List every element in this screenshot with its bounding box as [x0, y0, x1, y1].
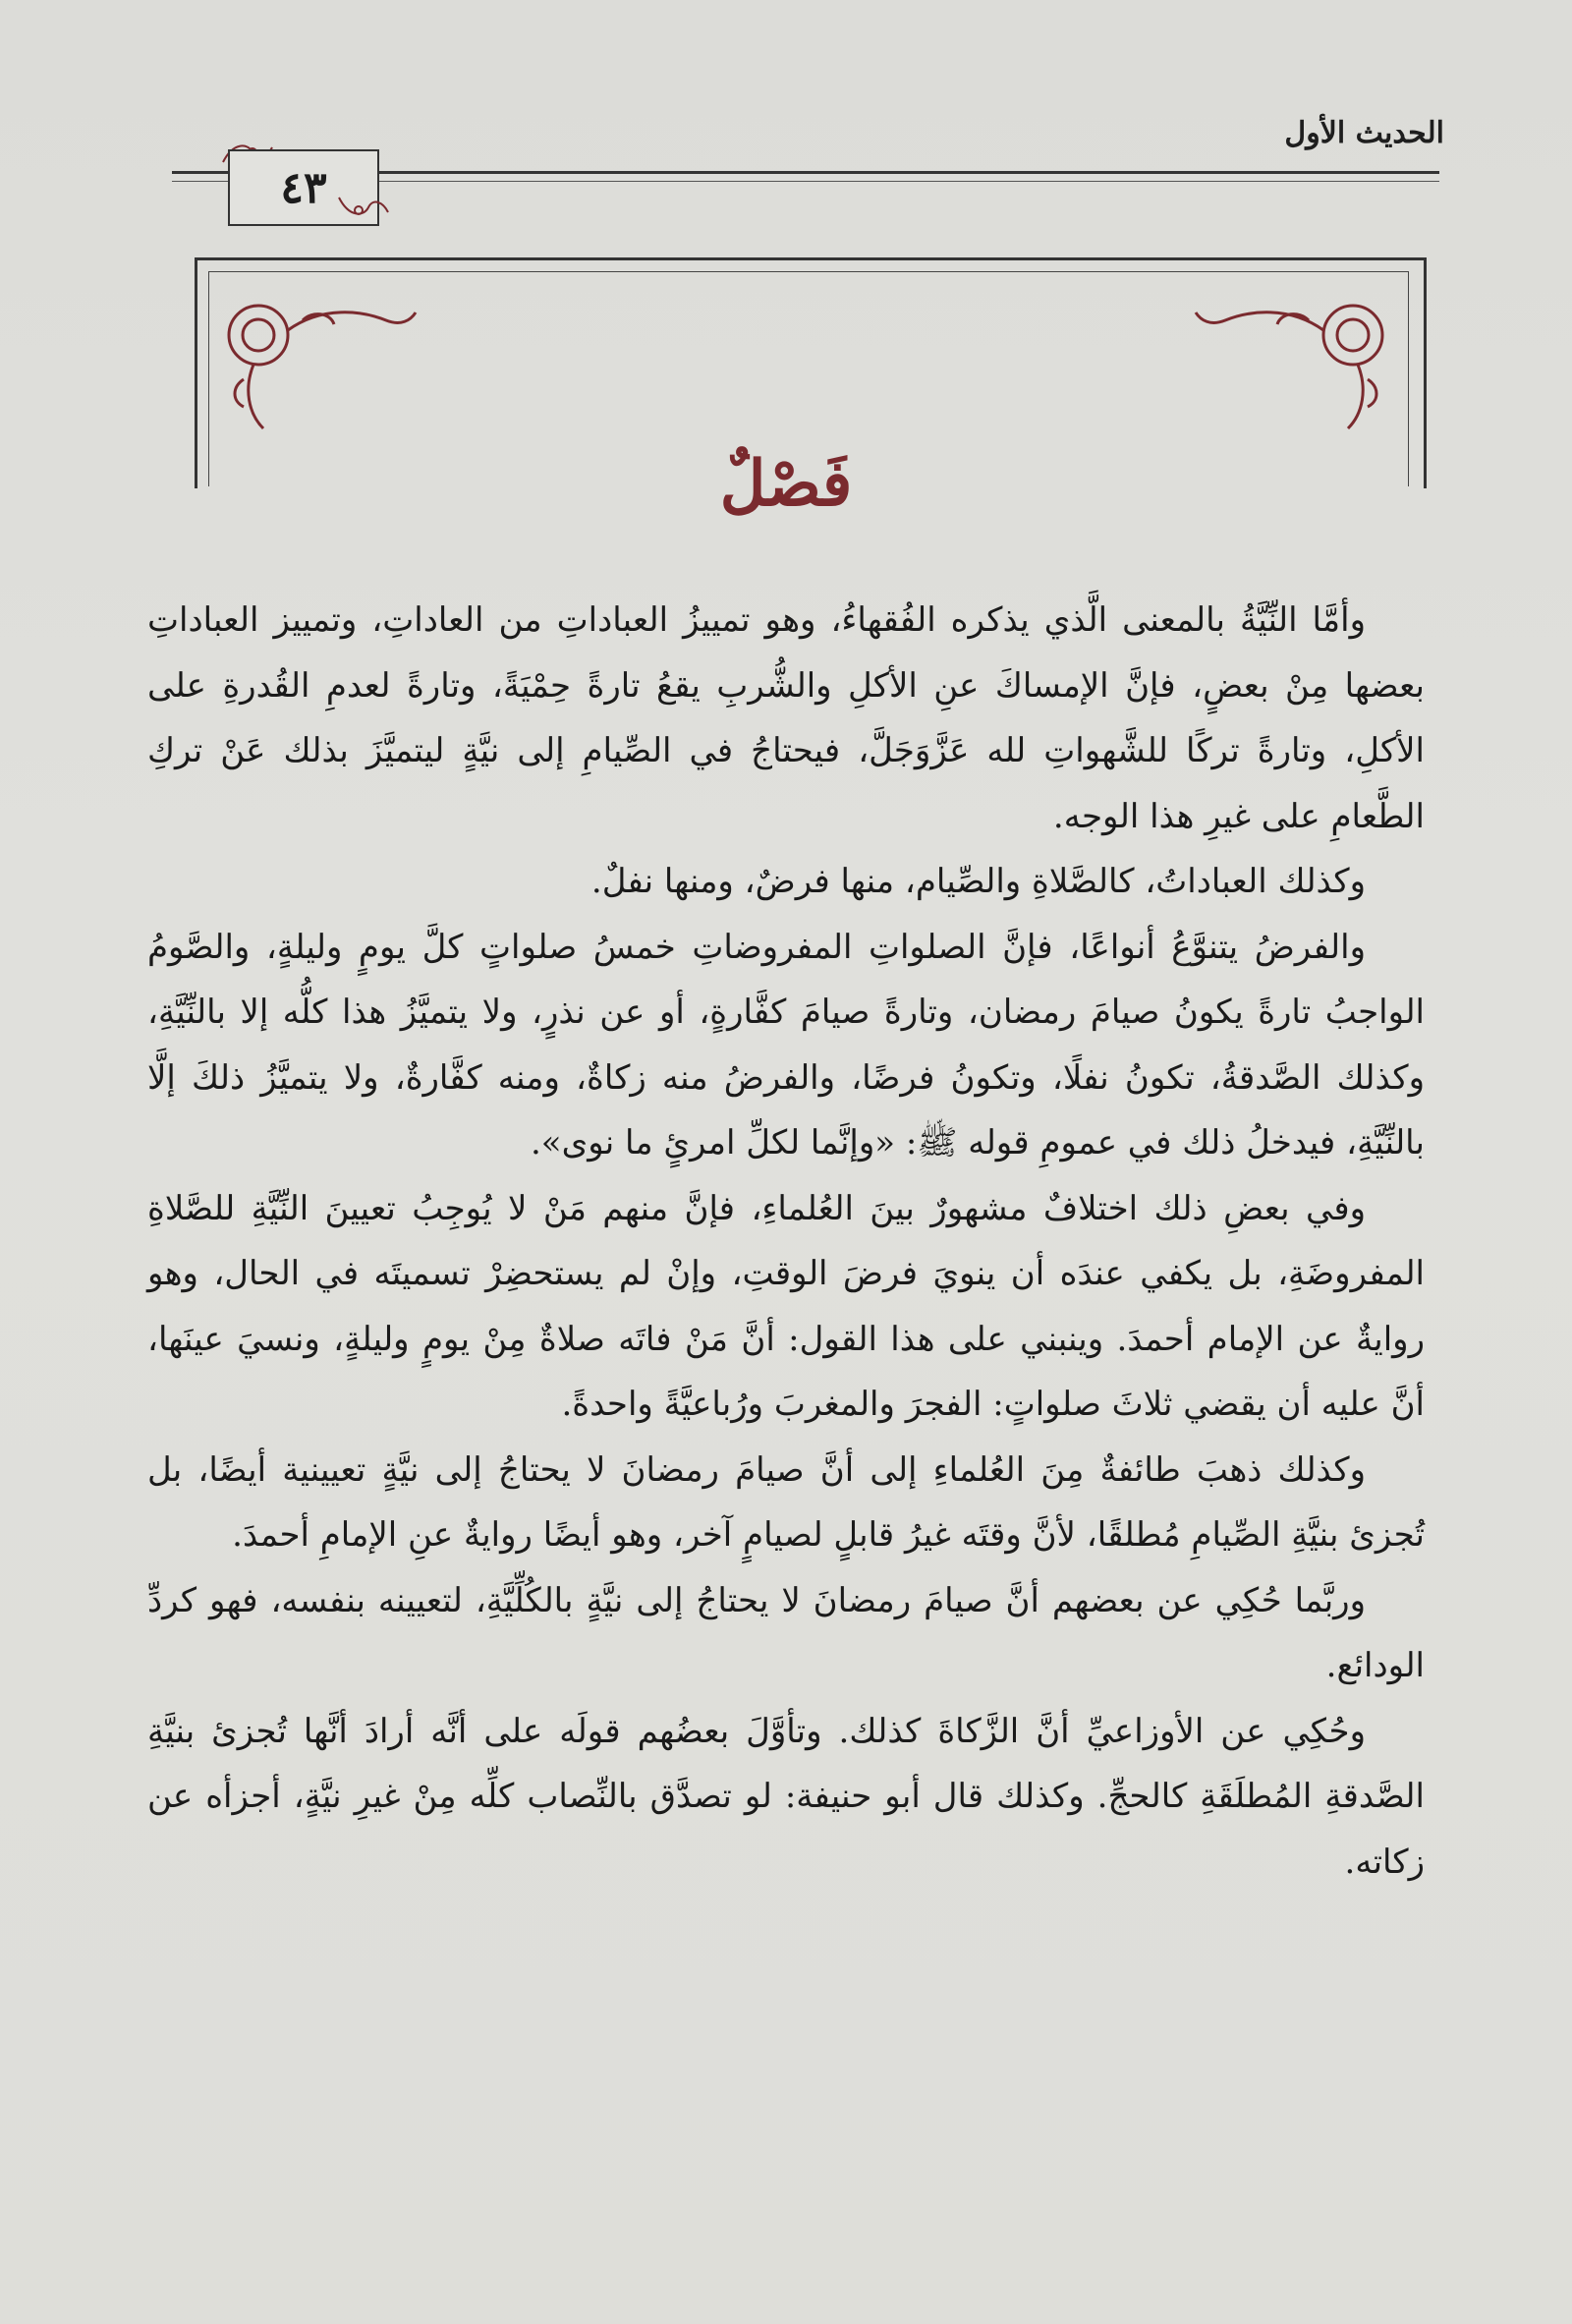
corner-ornament-icon — [214, 291, 430, 438]
running-title: الحديث الأول — [1284, 116, 1444, 150]
paragraph: وكذلك العباداتُ، كالصَّلاةِ والصِّيام، منها فرضٌ، ومنها نفلٌ. — [590, 862, 1366, 901]
paragraph: وفي بعضِ ذلك اختلافٌ مشهورٌ بينَ العُلماءِ، فإنَّ منهم مَنْ لا يُوجِبُ تعيينَ النِّيَّةِ للصَّلاةِ المفروضَةِ، بل يكفي عندَه أن ينويَ فرضَ الوقتِ، وإنْ لم يستحضِرْ تسميتَه في الحال، وهو روايةٌ عن الإمام أحمدَ. وينبني على هذا القول: أنَّ مَنْ فاتَه صلاةٌ مِنْ يومٍ وليلةٍ، ونسيَ عينَها، أنَّ عليه أن يقضي ثلاثَ صلواتٍ: الفجرَ والمغربَ ورُباعيَّةً واحدةً. — [147, 1188, 1425, 1424]
paragraph: وأمَّا النِّيَّةُ بالمعنى الَّذي يذكره الفُقهاءُ، وهو تمييزُ العباداتِ من العاداتِ، وتمييز العباداتِ بعضها مِنْ بعضٍ، فإنَّ الإمساكَ عنِ الأكلِ والشُّربِ يقعُ تارةً حِمْيَةً، وتارةً لعدمِ القُدرةِ على الأكلِ، وتارةً تركًا للشَّهواتِ لله عَزَّوَجَلَّ، فيحتاجُ في الصِّيامِ إلى نيَّةٍ ليتميَّزَ بذلك عَنْ تركِ الطَّعامِ على غيرِ هذا الوجه. — [147, 600, 1425, 836]
paragraph: وربَّما حُكِي عن بعضهم أنَّ صيامَ رمضانَ لا يحتاجُ إلى نيَّةٍ بالكُلِّيَّةِ، لتعيينه بنفسه، فهو كردِّ الودائع. — [147, 1580, 1425, 1685]
chapter-title: فَصْلٌ — [719, 447, 853, 521]
page-number-ornament-icon — [334, 193, 393, 222]
corner-ornament-icon — [1181, 291, 1397, 438]
page-number: ٤٣ — [228, 149, 379, 226]
paragraph: وكذلك ذهبَ طائفةٌ مِنَ العُلماءِ إلى أنَّ صيامَ رمضانَ لا يحتاجُ إلى نيَّةٍ تعيينية أيضًا، بل تُجزئ بنيَّةِ الصِّيامِ مُطلقًا، لأنَّ وقتَه غيرُ قابلٍ لصيامٍ آخر، وهو أيضًا روايةٌ عنِ الإمامِ أحمدَ. — [147, 1449, 1425, 1555]
paragraph: والفرضُ يتنوَّعُ أنواعًا، فإنَّ الصلواتِ المفروضاتِ خمسُ صلواتٍ كلَّ يومٍ وليلةٍ، والصَّومُ الواجبُ تارةً يكونُ صيامَ رمضان، وتارةً صيامَ كفَّارةٍ، أو عن نذرٍ، ولا يتميَّزُ هذا كلُّه إلا بالنِّيَّةِ، وكذلك الصَّدقةُ، تكونُ نفلًا، وتكونُ فرضًا، والفرضُ منه زكاةٌ، ومنه كفَّارةٌ، ولا يتميَّزُ ذلكَ إلَّا بالنِّيَّةِ، فيدخلُ ذلك في عمومِ قوله ﷺ: «وإنَّما لكلِّ امرئٍ ما نوى». — [147, 927, 1425, 1162]
body-text — [147, 588, 1425, 1895]
paragraph: وحُكِي عن الأوزاعيِّ أنَّ الزَّكاةَ كذلك. وتأوَّلَ بعضُهم قولَه على أنَّه أرادَ أنَّها تُجزئ بنيَّةِ الصَّدقةِ المُطلَقَةِ كالحجِّ. وكذلك قال أبو حنيفة: لو تصدَّق بالنِّصاب كلِّه مِنْ غيرِ نيَّةٍ، أجزأه عن زكاته. — [147, 1711, 1425, 1882]
